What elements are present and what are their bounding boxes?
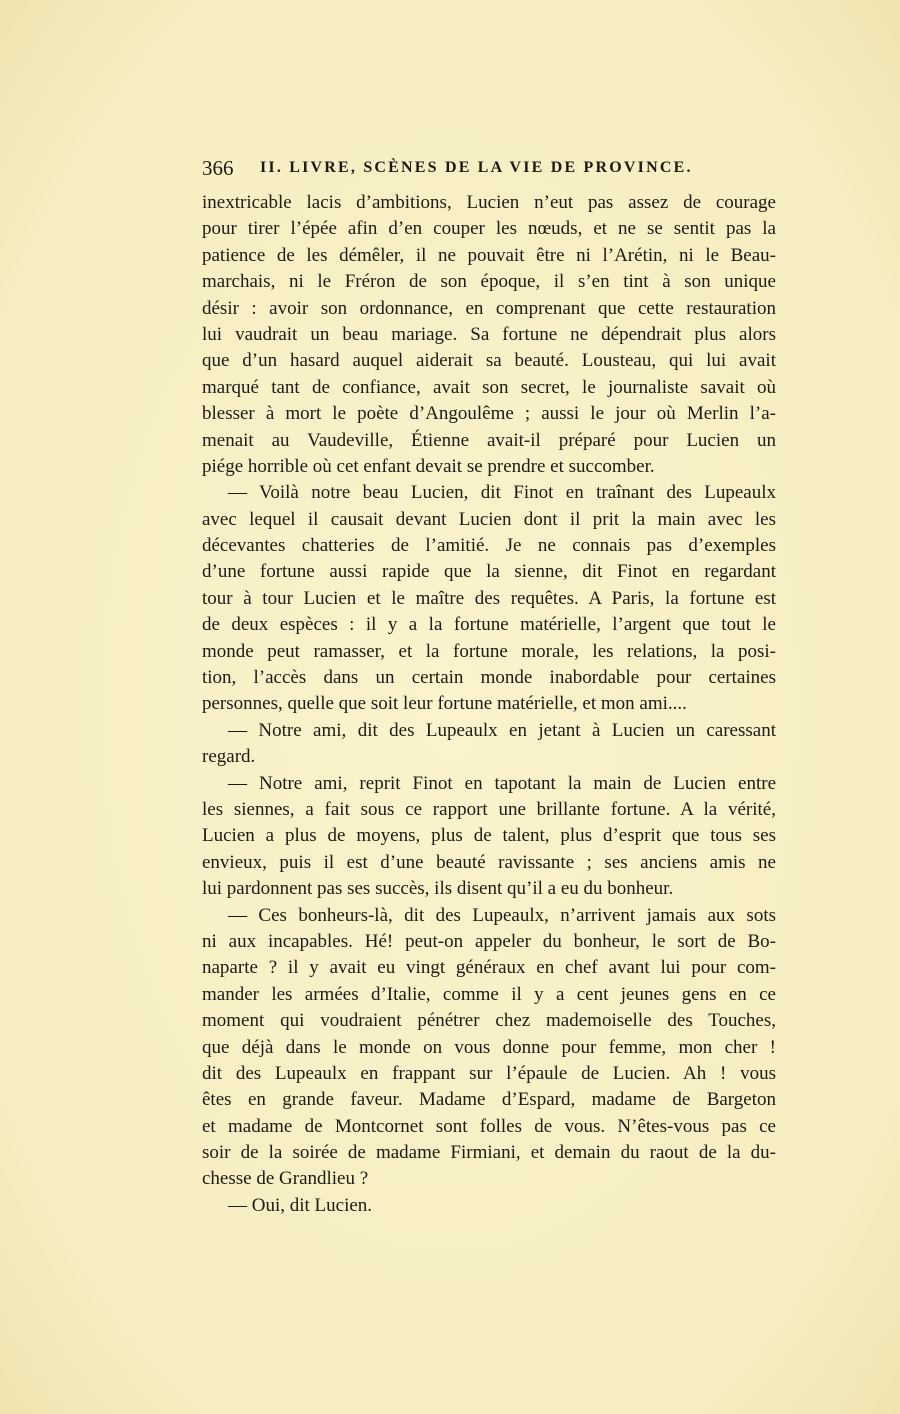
text-line: piége horrible où cet enfant devait se prendre et succomber. bbox=[202, 455, 655, 477]
text-line: Lucien a plus de moyens, plus de talent, plus d’esprit que tous ses bbox=[202, 825, 776, 847]
text-line: pour tirer l’épée afin d’en couper les nœuds, et ne se sentit pas la bbox=[202, 218, 776, 240]
text-line: marchais, ni le Fréron de son époque, il s’en tint à son unique bbox=[202, 271, 776, 293]
text-line: — Ces bonheurs-là, dit des Lupeaulx, n’arrivent jamais aux sots bbox=[228, 904, 776, 926]
text-line: inextricable lacis d’ambitions, Lucien n’eut pas assez de courage bbox=[202, 192, 776, 213]
text-line: envieux, puis il est d’une beauté ravissante ; ses anciens amis ne bbox=[202, 851, 776, 873]
text-line: êtes en grande faveur. Madame d’Espard, madame de Bargeton bbox=[202, 1089, 776, 1111]
text-line: — Notre ami, dit des Lupeaulx en jetant à Lucien un caressant bbox=[228, 719, 776, 741]
text-line: moment qui voudraient pénétrer chez mademoiselle des Touches, bbox=[202, 1010, 776, 1032]
text-line: décevantes chatteries de l’amitié. Je ne connais pas d’exemples bbox=[202, 535, 776, 557]
text-line: monde peut ramasser, et la fortune morale, les relations, la posi- bbox=[202, 640, 776, 662]
paragraph bbox=[202, 190, 776, 480]
text-line: ni aux incapables. Hé! peut-on appeler du bonheur, le sort de Bo- bbox=[202, 930, 776, 952]
text-line: marqué tant de confiance, avait son secret, le journaliste savait où bbox=[202, 376, 776, 398]
text-line: que déjà dans le monde on vous donne pour femme, mon cher ! bbox=[202, 1036, 776, 1058]
text-line: tour à tour Lucien et le maître des requêtes. A Paris, la fortune est bbox=[202, 587, 776, 609]
text-line: personnes, quelle que soit leur fortune matérielle, et mon ami.... bbox=[202, 693, 687, 715]
text-line: de deux espèces : il y a la fortune matérielle, l’argent que tout le bbox=[202, 614, 776, 636]
text-line: — Voilà notre beau Lucien, dit Finot en traînant des Lupeaulx bbox=[228, 482, 776, 504]
text-line: — Notre ami, reprit Finot en tapotant la main de Lucien entre bbox=[228, 772, 776, 794]
text-line: soir de la soirée de madame Firmiani, et demain du raout de la du- bbox=[202, 1142, 776, 1164]
text-line: lui vaudrait un beau mariage. Sa fortune ne dépendrait plus alors bbox=[202, 323, 776, 345]
text-line: menait au Vaudeville, Étienne avait-il préparé pour Lucien un bbox=[202, 429, 776, 451]
page-header bbox=[202, 156, 776, 184]
text-line: naparte ? il y avait eu vingt généraux en chef avant lui pour com- bbox=[202, 957, 776, 979]
paragraph bbox=[202, 771, 776, 903]
text-line: avec lequel il causait devant Lucien dont il prit la main avec les bbox=[202, 508, 776, 530]
text-line: patience de les démêler, il ne pouvait être ni l’Arétin, ni le Beau- bbox=[202, 244, 776, 266]
text-line: blesser à mort le poète d’Angoulême ; aussi le jour où Merlin l’a- bbox=[202, 403, 776, 425]
text-line: que d’un hasard auquel aiderait sa beauté. Lousteau, qui lui avait bbox=[202, 350, 776, 372]
text-line: désir : avoir son ordonnance, en comprenant que cette restauration bbox=[202, 297, 776, 319]
text-line: d’une fortune aussi rapide que la sienne, dit Finot en regardant bbox=[202, 561, 776, 583]
text-line: et madame de Montcornet sont folles de vous. N’êtes-vous pas ce bbox=[202, 1115, 776, 1137]
paragraph bbox=[202, 480, 776, 718]
text-line: les siennes, a fait sous ce rapport une brillante fortune. A la vérité, bbox=[202, 798, 776, 820]
text-line: mander les armées d’Italie, comme il y a cent jeunes gens en ce bbox=[202, 983, 776, 1005]
text-line: regard. bbox=[202, 746, 256, 768]
body-text bbox=[202, 190, 776, 1219]
paragraph bbox=[202, 1193, 776, 1219]
paragraph bbox=[202, 903, 776, 1193]
paragraph bbox=[202, 718, 776, 771]
running-title: II. LIVRE, SCÈNES DE LA VIE DE PROVINCE. bbox=[260, 159, 693, 176]
text-line: dit des Lupeaulx en frappant sur l’épaule de Lucien. Ah ! vous bbox=[202, 1062, 776, 1084]
text-line: — Oui, dit Lucien. bbox=[228, 1194, 373, 1216]
text-line: tion, l’accès dans un certain monde inabordable pour certaines bbox=[202, 667, 776, 689]
page-number: 366 bbox=[202, 156, 234, 180]
text-line: lui pardonnent pas ses succès, ils disent qu’il a eu du bonheur. bbox=[202, 878, 674, 900]
text-line: chesse de Grandlieu ? bbox=[202, 1168, 369, 1190]
